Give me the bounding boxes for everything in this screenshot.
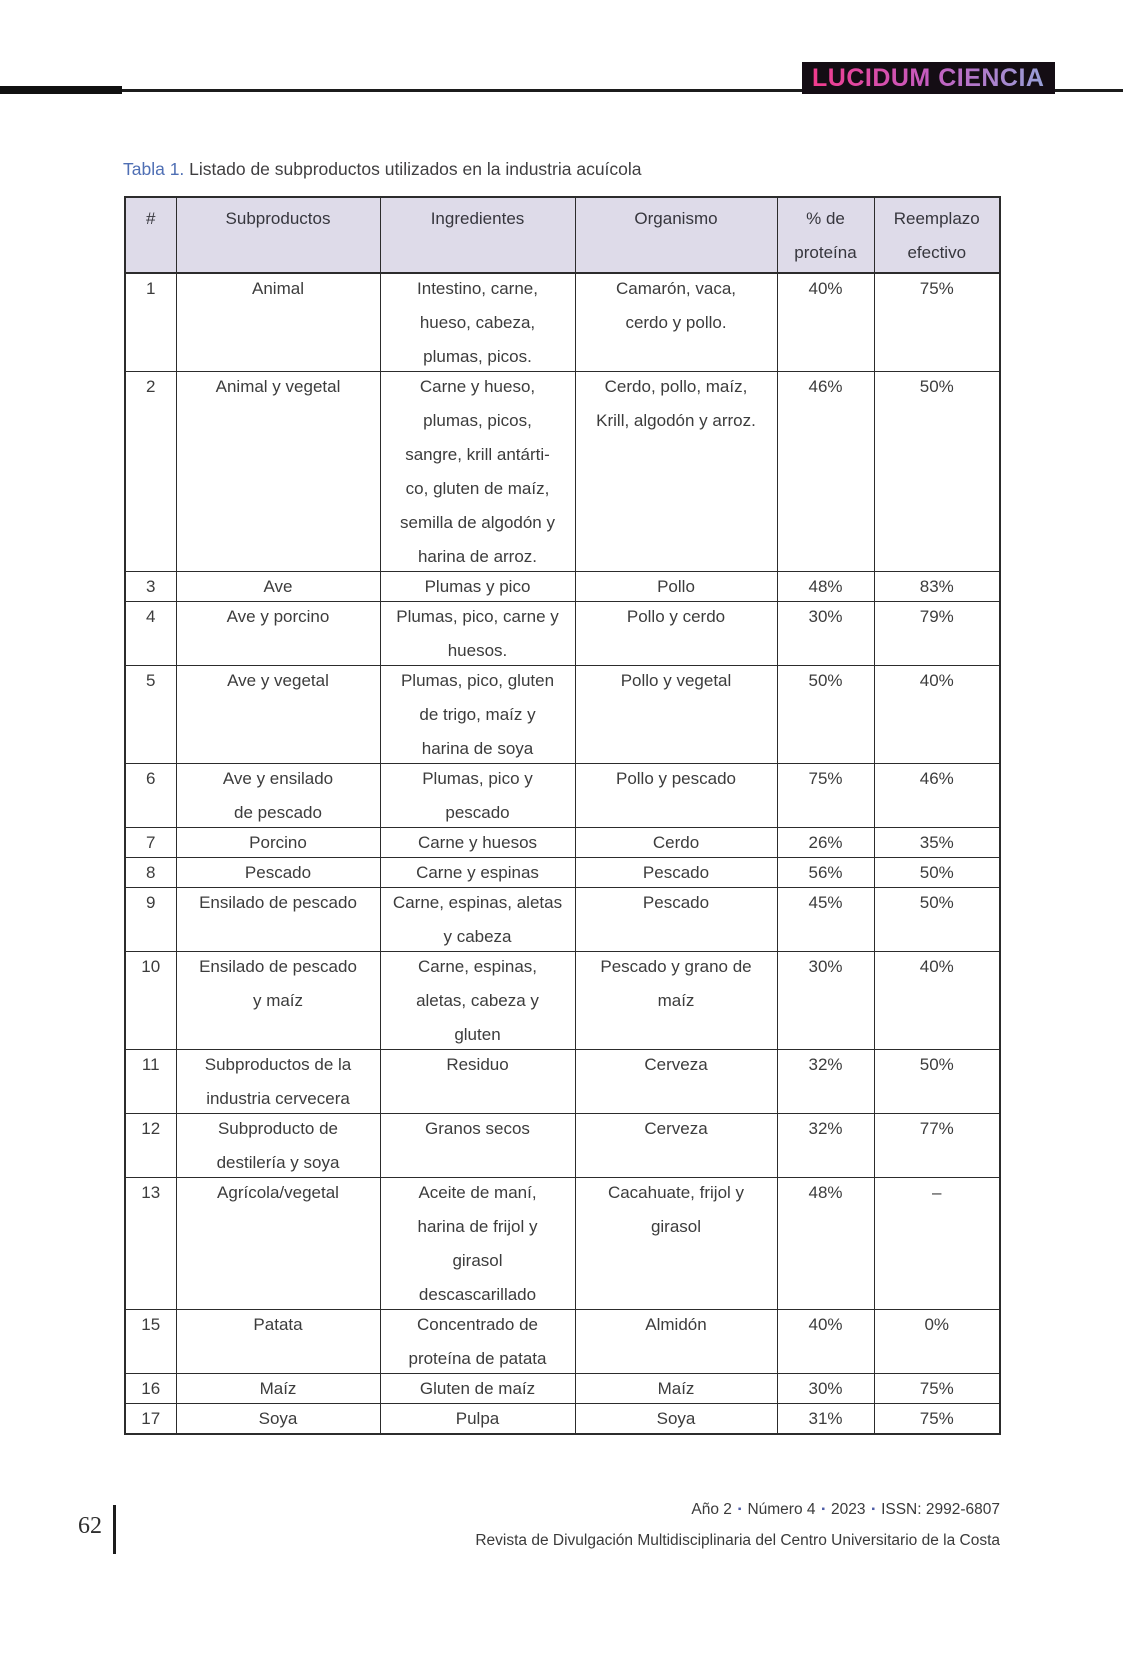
cell-reemplazo-line: 50% [919, 1055, 954, 1074]
cell-reemplazo [874, 1374, 1000, 1404]
cell-reemplazo-line: 75% [919, 1409, 954, 1428]
cell-organismo-line: Pollo y cerdo [626, 607, 726, 626]
cell-ingredientes [380, 572, 575, 602]
cell-organismo [575, 888, 777, 952]
column-header-organismo-line: Organismo [634, 209, 718, 228]
bullet-separator-icon: ▪ [821, 1504, 826, 1515]
cell-proteina [777, 666, 874, 764]
cell-organismo-line: girasol [650, 1217, 702, 1236]
cell-proteina [777, 858, 874, 888]
cell-reemplazo-line: 0% [924, 1315, 950, 1334]
column-header-reemplazo [874, 197, 1000, 273]
cell-ingredientes-line: semilla de algodón y [400, 513, 555, 532]
column-header-proteina-line: proteína [794, 243, 857, 262]
cell-subproducto [176, 372, 380, 572]
cell-ingredientes-line: Plumas y pico [424, 577, 531, 596]
cell-ingredientes [380, 1114, 575, 1178]
cell-proteina [777, 1114, 874, 1178]
cell-subproducto-line: Pescado [244, 863, 312, 882]
cell-num-line: 6 [146, 769, 156, 788]
column-header-num [125, 197, 176, 273]
page-number-divider [113, 1505, 116, 1554]
table-row [125, 372, 1000, 572]
issue-meta-part: Número 4 [747, 1501, 816, 1518]
cell-reemplazo-line: 40% [919, 671, 954, 690]
cell-num-line: 9 [146, 893, 156, 912]
cell-reemplazo-line: 40% [919, 957, 954, 976]
cell-subproducto [176, 273, 380, 372]
cell-proteina-line: 50% [808, 671, 843, 690]
cell-ingredientes [380, 764, 575, 828]
cell-ingredientes-line: Carne, espinas, [417, 957, 538, 976]
cell-proteina-line: 30% [808, 957, 843, 976]
cell-subproducto-line: de pescado [234, 803, 322, 822]
table-caption [123, 159, 642, 180]
table-row [125, 1310, 1000, 1374]
journal-logo-text: LUCIDUM CIENCIA [812, 63, 1045, 92]
cell-organismo [575, 858, 777, 888]
cell-ingredientes-line: proteína de patata [408, 1349, 547, 1368]
cell-reemplazo [874, 1310, 1000, 1374]
cell-num [125, 372, 176, 572]
cell-organismo-line: Cacahuate, frijol y [607, 1183, 745, 1202]
cell-proteina [777, 372, 874, 572]
cell-subproducto [176, 764, 380, 828]
cell-ingredientes [380, 858, 575, 888]
cell-proteina-line: 32% [808, 1055, 843, 1074]
table-row [125, 858, 1000, 888]
cell-organismo-line: Pollo y pescado [615, 769, 737, 788]
table-body [125, 273, 1000, 1434]
cell-ingredientes-line: plumas, picos, [423, 411, 532, 430]
table-caption-text: Listado de subproductos utilizados en la industria acuícola [184, 159, 642, 179]
cell-proteina [777, 273, 874, 372]
cell-subproducto [176, 828, 380, 858]
cell-subproducto-line: Animal y vegetal [215, 377, 341, 396]
cell-ingredientes-line: hueso, cabeza, [419, 313, 536, 332]
cell-num-line: 1 [146, 279, 156, 298]
cell-organismo-line: Almidón [645, 1315, 707, 1334]
cell-reemplazo [874, 602, 1000, 666]
table-row [125, 764, 1000, 828]
cell-organismo-line: Cerdo [652, 833, 700, 852]
cell-subproducto-line: Ave [263, 577, 293, 596]
column-header-reemplazo-line: Reemplazo [893, 209, 980, 228]
cell-num [125, 602, 176, 666]
cell-subproducto [176, 1178, 380, 1310]
cell-subproducto-line: Ave y ensilado [222, 769, 334, 788]
cell-organismo-line: Maíz [657, 1379, 695, 1398]
cell-subproducto-line: Ave y vegetal [227, 671, 329, 690]
cell-ingredientes-line: Aceite de maní, [418, 1183, 537, 1202]
cell-ingredientes-line: Carne y hueso, [419, 377, 536, 396]
cell-organismo [575, 1310, 777, 1374]
cell-ingredientes-line: harina de frijol y [417, 1217, 538, 1236]
cell-proteina-line: 31% [808, 1409, 843, 1428]
cell-num [125, 952, 176, 1050]
cell-organismo-line: Pescado [642, 863, 710, 882]
cell-proteina-line: 40% [808, 1315, 843, 1334]
table-row [125, 1404, 1000, 1435]
cell-organismo-line: Pollo [657, 577, 695, 596]
cell-ingredientes [380, 1050, 575, 1114]
cell-num [125, 1178, 176, 1310]
cell-ingredientes [380, 888, 575, 952]
cell-organismo-line: Pescado [642, 893, 710, 912]
cell-organismo [575, 1374, 777, 1404]
cell-ingredientes-line: Carne y espinas [416, 863, 539, 882]
cell-proteina-line: 40% [808, 279, 843, 298]
column-header-reemplazo-line: efectivo [907, 243, 967, 262]
cell-proteina-line: 32% [808, 1119, 843, 1138]
cell-subproducto [176, 666, 380, 764]
cell-reemplazo [874, 1178, 1000, 1310]
cell-subproducto [176, 952, 380, 1050]
issue-meta-line [691, 1501, 1000, 1519]
cell-ingredientes-line: girasol [452, 1251, 503, 1270]
cell-ingredientes [380, 1310, 575, 1374]
cell-num [125, 1050, 176, 1114]
cell-ingredientes [380, 273, 575, 372]
cell-reemplazo [874, 828, 1000, 858]
cell-num-line: 3 [146, 577, 156, 596]
cell-num [125, 572, 176, 602]
bullet-separator-icon: ▪ [871, 1504, 876, 1515]
cell-proteina [777, 888, 874, 952]
cell-reemplazo-line: 75% [919, 279, 954, 298]
page-number: 62 [78, 1513, 102, 1539]
cell-num-line: 5 [146, 671, 156, 690]
cell-num-line: 12 [141, 1119, 161, 1138]
bullet-separator-icon: ▪ [737, 1504, 742, 1515]
table-row [125, 828, 1000, 858]
cell-num-line: 11 [141, 1055, 160, 1074]
column-header-proteina-line: % de [806, 209, 845, 228]
cell-ingredientes [380, 666, 575, 764]
cell-reemplazo [874, 888, 1000, 952]
cell-proteina [777, 764, 874, 828]
table-row [125, 1374, 1000, 1404]
cell-proteina [777, 602, 874, 666]
cell-subproducto-line: Agrícola/vegetal [217, 1183, 339, 1202]
cell-reemplazo-line: 75% [919, 1379, 954, 1398]
cell-proteina-line: 56% [808, 863, 843, 882]
cell-proteina [777, 828, 874, 858]
cell-reemplazo [874, 666, 1000, 764]
cell-ingredientes [380, 602, 575, 666]
cell-organismo-line: Pollo y vegetal [620, 671, 732, 690]
cell-num-line: 7 [146, 833, 156, 852]
cell-reemplazo-line: 46% [919, 769, 954, 788]
cell-num [125, 1404, 176, 1435]
cell-num-line: 4 [146, 607, 156, 626]
cell-num [125, 1374, 176, 1404]
cell-organismo-line: maíz [657, 991, 695, 1010]
cell-organismo-line: Cerdo, pollo, maíz, [604, 377, 748, 396]
cell-ingredientes-line: harina de arroz. [417, 547, 538, 566]
table-row [125, 572, 1000, 602]
cell-subproducto [176, 888, 380, 952]
column-header-ingredientes [380, 197, 575, 273]
cell-proteina [777, 1404, 874, 1435]
cell-reemplazo-line: 83% [919, 577, 954, 596]
cell-proteina-line: 46% [808, 377, 843, 396]
cell-reemplazo [874, 572, 1000, 602]
cell-subproducto [176, 602, 380, 666]
cell-num [125, 858, 176, 888]
cell-proteina-line: 45% [808, 893, 843, 912]
cell-reemplazo-line: 50% [919, 863, 954, 882]
cell-num [125, 1310, 176, 1374]
journal-logo [802, 62, 1055, 94]
cell-proteina [777, 1374, 874, 1404]
issue-meta-part: 2023 [831, 1501, 866, 1518]
cell-organismo-line: Cerveza [644, 1055, 708, 1074]
cell-organismo-line: Cerveza [644, 1119, 708, 1138]
cell-num-line: 8 [146, 863, 156, 882]
cell-ingredientes-line: Pulpa [455, 1409, 500, 1428]
cell-num [125, 764, 176, 828]
cell-reemplazo [874, 952, 1000, 1050]
byproducts-table-wrapper [124, 196, 1001, 1435]
cell-organismo-line: Krill, algodón y arroz. [596, 411, 756, 430]
cell-ingredientes-line: co, gluten de maíz, [405, 479, 550, 498]
cell-reemplazo-line: 50% [919, 377, 954, 396]
cell-reemplazo-line: 50% [919, 893, 954, 912]
cell-subproducto [176, 858, 380, 888]
cell-reemplazo [874, 273, 1000, 372]
cell-reemplazo [874, 372, 1000, 572]
cell-organismo [575, 1178, 777, 1310]
cell-proteina [777, 952, 874, 1050]
cell-subproducto-line: y maíz [252, 991, 304, 1010]
cell-ingredientes-line: Carne, espinas, aletas [392, 893, 563, 912]
table-row [125, 273, 1000, 372]
table-row [125, 888, 1000, 952]
cell-ingredientes-line: de trigo, maíz y [419, 705, 536, 724]
cell-organismo [575, 1114, 777, 1178]
cell-subproducto-line: Animal [252, 279, 304, 298]
cell-num-line: 15 [141, 1315, 161, 1334]
cell-ingredientes-line: Plumas, pico y [422, 769, 533, 788]
table-row [125, 1178, 1000, 1310]
cell-ingredientes [380, 952, 575, 1050]
cell-subproducto [176, 1114, 380, 1178]
cell-organismo [575, 828, 777, 858]
cell-proteina-line: 48% [808, 1183, 843, 1202]
cell-num-line: 2 [146, 377, 156, 396]
cell-num [125, 273, 176, 372]
cell-subproducto-line: Ensilado de pescado [199, 957, 357, 976]
column-header-proteina [777, 197, 874, 273]
cell-proteina [777, 1310, 874, 1374]
cell-ingredientes-line: Plumas, pico, gluten [400, 671, 555, 690]
column-header-organismo [575, 197, 777, 273]
cell-subproducto [176, 1310, 380, 1374]
cell-proteina [777, 1050, 874, 1114]
cell-ingredientes-line: Intestino, carne, [417, 279, 538, 298]
table-row [125, 602, 1000, 666]
cell-subproducto-line: industria cervecera [206, 1089, 350, 1108]
cell-reemplazo [874, 1404, 1000, 1435]
cell-ingredientes-line: Granos secos [425, 1119, 530, 1138]
cell-proteina-line: 26% [808, 833, 843, 852]
cell-proteina [777, 572, 874, 602]
cell-ingredientes-line: descascarillado [418, 1285, 537, 1304]
cell-subproducto-line: Porcino [249, 833, 307, 852]
cell-num-line: 10 [141, 957, 161, 976]
cell-subproducto [176, 1050, 380, 1114]
cell-organismo [575, 952, 777, 1050]
cell-proteina [777, 1178, 874, 1310]
cell-organismo-line: Pescado y grano de [600, 957, 752, 976]
cell-ingredientes-line: y cabeza [443, 927, 512, 946]
cell-reemplazo-line: 79% [919, 607, 954, 626]
cell-ingredientes-line: pescado [445, 803, 510, 822]
cell-organismo-line: Soya [656, 1409, 696, 1428]
cell-ingredientes [380, 372, 575, 572]
issue-meta-part: ISSN: 2992-6807 [881, 1501, 1000, 1518]
cell-num [125, 888, 176, 952]
cell-organismo [575, 273, 777, 372]
column-header-ingredientes-line: Ingredientes [430, 209, 525, 228]
cell-organismo [575, 602, 777, 666]
cell-subproducto-line: Patata [253, 1315, 303, 1334]
cell-organismo [575, 1404, 777, 1435]
table-row [125, 1114, 1000, 1178]
cell-num [125, 1114, 176, 1178]
cell-ingredientes-line: gluten [454, 1025, 501, 1044]
cell-organismo [575, 764, 777, 828]
column-header-subproducto [176, 197, 380, 273]
cell-organismo [575, 1050, 777, 1114]
cell-subproducto-line: Ensilado de pescado [199, 893, 357, 912]
cell-subproducto-line: destilería y soya [216, 1153, 340, 1172]
cell-reemplazo-line: 35% [919, 833, 954, 852]
cell-num-line: 16 [141, 1379, 161, 1398]
cell-ingredientes-line: Plumas, pico, carne y [396, 607, 559, 626]
cell-ingredientes-line: plumas, picos. [423, 347, 532, 366]
cell-subproducto-line: Ave y porcino [226, 607, 330, 626]
cell-proteina-line: 75% [808, 769, 843, 788]
cell-subproducto-line: Subproductos de la [204, 1055, 352, 1074]
cell-organismo [575, 666, 777, 764]
cell-subproducto-line: Subproducto de [217, 1119, 339, 1138]
table-row [125, 666, 1000, 764]
cell-ingredientes-line: Residuo [446, 1055, 509, 1074]
cell-num-line: 17 [141, 1409, 161, 1428]
cell-ingredientes-line: sangre, krill antárti- [405, 445, 550, 464]
cell-subproducto [176, 1404, 380, 1435]
cell-reemplazo-line: – [932, 1183, 942, 1202]
cell-proteina-line: 30% [808, 1379, 843, 1398]
journal-name-line: Revista de Divulgación Multidisciplinaria del Centro Universitario de la Costa [475, 1532, 1000, 1549]
cell-num [125, 828, 176, 858]
issue-meta-part: Año 2 [691, 1501, 732, 1518]
column-header-num-line: # [146, 209, 156, 228]
cell-ingredientes-line: Concentrado de [417, 1315, 538, 1334]
cell-subproducto [176, 572, 380, 602]
cell-ingredientes-line: harina de soya [421, 739, 534, 758]
table-row [125, 1050, 1000, 1114]
byproducts-table [124, 196, 1001, 1435]
cell-reemplazo [874, 858, 1000, 888]
cell-reemplazo-line: 77% [919, 1119, 954, 1138]
header-row [125, 197, 1000, 273]
cell-reemplazo [874, 1114, 1000, 1178]
table-caption-label: Tabla 1. [123, 159, 185, 179]
table-row [125, 952, 1000, 1050]
cell-proteina-line: 48% [808, 577, 843, 596]
column-header-subproducto-line: Subproductos [225, 209, 331, 228]
cell-ingredientes-line: Gluten de maíz [419, 1379, 536, 1398]
cell-organismo-line: Camarón, vaca, [616, 279, 736, 298]
cell-organismo [575, 372, 777, 572]
table-header-row [125, 197, 1000, 273]
cell-ingredientes [380, 1178, 575, 1310]
header-rule-accent [0, 86, 122, 94]
cell-num-line: 13 [141, 1183, 161, 1202]
cell-ingredientes [380, 828, 575, 858]
cell-ingredientes [380, 1404, 575, 1435]
cell-reemplazo [874, 764, 1000, 828]
cell-organismo [575, 572, 777, 602]
cell-reemplazo [874, 1050, 1000, 1114]
cell-subproducto-line: Soya [258, 1409, 298, 1428]
cell-ingredientes-line: Carne y huesos [417, 833, 538, 852]
cell-num [125, 666, 176, 764]
cell-subproducto [176, 1374, 380, 1404]
cell-proteina-line: 30% [808, 607, 843, 626]
cell-organismo-line: cerdo y pollo. [625, 313, 727, 332]
cell-subproducto-line: Maíz [259, 1379, 297, 1398]
cell-ingredientes [380, 1374, 575, 1404]
cell-ingredientes-line: huesos. [447, 641, 508, 660]
cell-ingredientes-line: aletas, cabeza y [416, 991, 539, 1010]
